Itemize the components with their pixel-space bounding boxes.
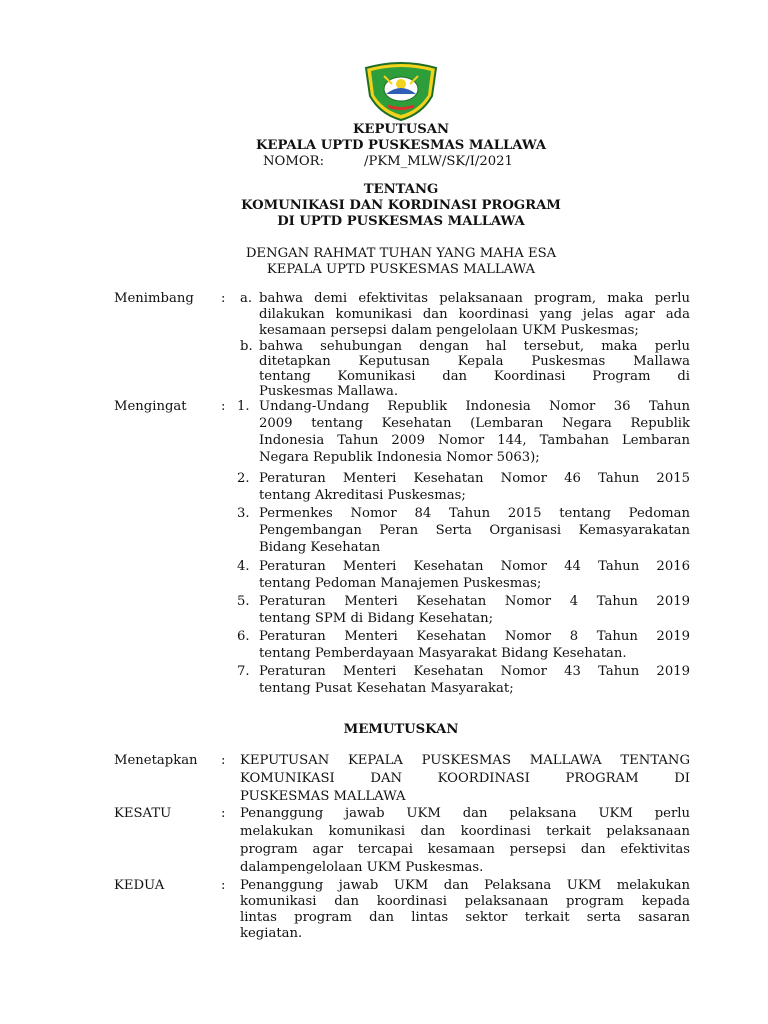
- tentang-heading: TENTANG: [363, 182, 439, 197]
- kedua-colon: :: [221, 878, 226, 893]
- mengingat-1-line-4: Negara Republik Indonesia Nomor 5063);: [259, 450, 540, 465]
- mengingat-colon: :: [221, 399, 226, 414]
- kesatu-line-1: Penanggung jawab UKM dan pelaksana UKM perlu: [240, 806, 690, 821]
- mengingat-3-line-1: Permenkes Nomor 84 Tahun 2015 tentang Pedoman: [259, 506, 690, 521]
- mengingat-1-line-2: 2009 tentang Kesehatan (Lembaran Negara Republik: [259, 416, 690, 431]
- kesatu-line-3: program agar tercapai kesamaan persepsi dan efektivitas: [240, 842, 690, 857]
- menimbang-label: Menimbang: [114, 291, 194, 306]
- menimbang-marker-a: a.: [240, 291, 253, 306]
- mengingat-3-line-3: Bidang Kesehatan: [259, 540, 381, 555]
- mengingat-1-line-1: Undang-Undang Republik Indonesia Nomor 36 Tahun: [259, 399, 690, 414]
- menimbang-a-line-3: kesamaan persepsi dalam pengelolaan UKM Puskesmas;: [259, 323, 639, 338]
- menetapkan-colon: :: [221, 753, 226, 768]
- kedua-line-2: komunikasi dan koordinasi pelaksanaan program kepada: [240, 894, 690, 909]
- kesatu-line-4: dalampengelolaan UKM Puskesmas.: [240, 860, 484, 875]
- mengingat-marker-4: 4.: [237, 559, 250, 574]
- mengingat-marker-6: 6.: [237, 629, 250, 644]
- doc-title: KEPUTUSAN: [352, 122, 450, 137]
- kesatu-label: KESATU: [114, 806, 172, 821]
- mengingat-5-line-2: tentang SPM di Bidang Kesehatan;: [259, 611, 494, 626]
- menetapkan-line-2: KOMUNIKASI DAN KOORDINASI PROGRAM DI: [240, 771, 690, 786]
- subject-line-1: KOMUNIKASI DAN KORDINASI PROGRAM: [241, 198, 561, 213]
- kedua-line-3: lintas program dan lintas sektor terkait serta sasaran: [240, 910, 690, 925]
- mengingat-7-line-1: Peraturan Menteri Kesehatan Nomor 43 Tahun 2019: [259, 664, 690, 679]
- mengingat-2-line-1: Peraturan Menteri Kesehatan Nomor 46 Tahun 2015: [259, 471, 690, 486]
- menetapkan-line-1: KEPUTUSAN KEPALA PUSKESMAS MALLAWA TENTANG: [240, 753, 690, 768]
- mengingat-marker-1: 1.: [237, 399, 250, 414]
- mengingat-6-line-2: tentang Pemberdayaan Masyarakat Bidang Kesehatan.: [259, 646, 627, 661]
- menimbang-a-line-1: bahwa demi efektivitas pelaksanaan program, maka perlu: [259, 291, 690, 306]
- mengingat-marker-5: 5.: [237, 594, 250, 609]
- menimbang-b-line-1: bahwa sehubungan dengan hal tersebut, maka perlu: [259, 339, 690, 354]
- mengingat-2-line-2: tentang Akreditasi Puskesmas;: [259, 488, 466, 503]
- menimbang-b-line-2: ditetapkan Keputusan Kepala Puskesmas Mallawa: [259, 354, 690, 369]
- menimbang-a-line-2: dilakukan komunikasi dan koordinasi yang jelas agar ada: [259, 307, 690, 322]
- mengingat-3-line-2: Pengembangan Peran Serta Organisasi Kemasyarakatan: [259, 523, 690, 538]
- menimbang-marker-b: b.: [240, 339, 253, 354]
- menimbang-b-line-4: Puskesmas Mallawa.: [259, 384, 399, 399]
- mengingat-7-line-2: tentang Pusat Kesehatan Masyarakat;: [259, 681, 514, 696]
- mengingat-marker-7: 7.: [237, 664, 250, 679]
- menimbang-colon: :: [221, 291, 226, 306]
- menimbang-b-line-3: tentang Komunikasi dan Koordinasi Program di: [259, 369, 690, 384]
- menetapkan-label: Menetapkan: [114, 753, 198, 768]
- menetapkan-line-3: PUSKESMAS MALLAWA: [240, 789, 406, 804]
- preamble-line-1: DENGAN RAHMAT TUHAN YANG MAHA ESA: [245, 246, 557, 261]
- district-emblem-icon: [362, 62, 440, 122]
- mengingat-marker-2: 2.: [237, 471, 250, 486]
- kedua-line-1: Penanggung jawab UKM dan Pelaksana UKM melakukan: [240, 878, 690, 893]
- nomor-label: NOMOR:: [263, 154, 325, 169]
- doc-issuer: KEPALA UPTD PUSKESMAS MALLAWA: [255, 138, 547, 153]
- mengingat-1-line-3: Indonesia Tahun 2009 Nomor 144, Tambahan Lembaran: [259, 433, 690, 448]
- subject-line-2: DI UPTD PUSKESMAS MALLAWA: [277, 214, 525, 229]
- preamble-line-2: KEPALA UPTD PUSKESMAS MALLAWA: [266, 262, 536, 277]
- memutuskan-heading: MEMUTUSKAN: [343, 722, 459, 737]
- mengingat-4-line-1: Peraturan Menteri Kesehatan Nomor 44 Tahun 2016: [259, 559, 690, 574]
- kesatu-colon: :: [221, 806, 226, 821]
- mengingat-6-line-1: Peraturan Menteri Kesehatan Nomor 8 Tahun 2019: [259, 629, 690, 644]
- kesatu-line-2: melakukan komunikasi dan koordinasi terkait pelaksanaan: [240, 824, 690, 839]
- mengingat-marker-3: 3.: [237, 506, 250, 521]
- kedua-label: KEDUA: [114, 878, 165, 893]
- mengingat-4-line-2: tentang Pedoman Manajemen Puskesmas;: [259, 576, 542, 591]
- kedua-line-4: kegiatan.: [240, 926, 303, 941]
- mengingat-label: Mengingat: [114, 399, 187, 414]
- nomor-value: /PKM_MLW/SK/I/2021: [364, 154, 513, 169]
- mengingat-5-line-1: Peraturan Menteri Kesehatan Nomor 4 Tahun 2019: [259, 594, 690, 609]
